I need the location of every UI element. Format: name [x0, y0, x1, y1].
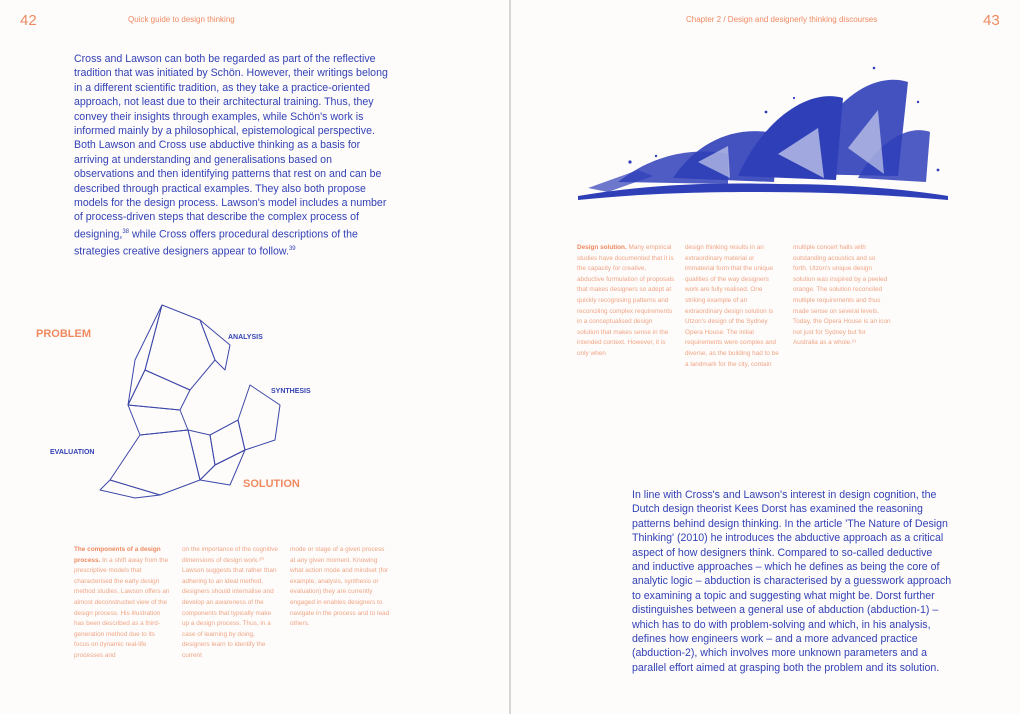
running-head: Chapter 2 / Design and designerly thinking discourses [686, 15, 878, 24]
page-number: 43 [983, 12, 1000, 29]
synthesis-label: SYNTHESIS [271, 388, 311, 395]
caption-column-1: The components of a design process. In a shift away from the prescriptive models that characterised the early design method studies, Lawson offers an almost deconstructed view of the design process. His illustration has been described as a third-generation method due to its focus on dynamic real-life processes and [74, 546, 170, 659]
body-paragraph: In line with Cross's and Lawson's interest in design cognition, the Dutch design theorist Kees Dorst has examined the reasoning patterns behind design thinking. In the article 'The Nature of Design Thinking' (2010) he introduces the abductive approach as a critical aspect of how designers think. Compared to so-called deductive and inductive approaches – which he defines as being the core of analytic logic – abduction is characterised by a guesswork approach to examining a topic and suggesting what might be. Dorst further distinguishes between a general use of abduction (abduction-1) – which has to do with problem-solving and which, in his analysis, defines how engineers work – and a more advanced practice (abduction-2), which involves more unknown parameters and a parallel effort aimed at grasping both the problem and its solution. [632, 489, 952, 674]
caption-column-2: on the importance of the cognitive dimensions of design work.²⁰ Lawson suggests that rather than adhering to an ideal method, designers should internalise and develop an awareness of the components that typically make up a design process. Thus, in a case of learning by doing, designers learn to identify the current [182, 546, 278, 659]
page-number: 42 [20, 12, 37, 29]
evaluation-label: EVALUATION [50, 449, 95, 456]
sydney-opera-house-illustration [578, 58, 948, 206]
caption-column-3: mode or stage of a given process at any given moment. Knowing what action mode and mindset (for example, analysis, synthesis or evaluation) they are currently engaged in enables designers to navigate in the process and to lead others. [290, 546, 390, 628]
body-paragraph: Cross and Lawson can both be regarded as part of the reflective tradition that was initiated by Schön. However, their writings belong in a different scientific tradition, as they take a practice-oriented approach, not least due to their architectural training. Thus, they convey their insights through examples, while Schön's work is informed mainly by a philosophical, epistemological perspective. Both Lawson and Cross use abductive thinking as a basis for arriving at understanding and generalisations based on observations and then identifying patterns that rest on and can be described through practical examples. They also both propose models for the design process. Lawson's model includes a number of process-driven steps that describe the complex process of designing,$^{38}$ while Cross offers procedural descriptions of the strategies creative designers appear to follow.$^{39}$ [74, 53, 388, 258]
running-head: Quick guide to design thinking [128, 15, 235, 24]
analysis-label: ANALYSIS [228, 334, 263, 341]
problem-label: PROBLEM [36, 328, 91, 340]
caption-column-1: Design solution. Many empirical studies have documented that it is the capacity for creative, abductive formulation of proposals that makes designers so adept at quickly recognising patterns and reconciling complex requirements in a conceptualised design solution that makes sense in the intended context. However, it is only when [577, 244, 675, 357]
caption-column-3: multiple concert halls with outstanding acoustics and so forth. Utzon's unique design solution was inspired by a peeled orange. The solution reconciled multiple requirements and thus made sense on several levels. Today, the Opera House is an icon not just for Sydney but for Australia as a whole.²¹ [793, 244, 891, 347]
caption-column-2: design thinking results in an extraordinary material or immaterial form that the unique qualities of the way designers work are fully realised. One striking example of an extraordinary design solution is Utzon's design of the Sydney Opera House. The initial requirements were complex and diverse, as the building had to be a landmark for the city, contain [685, 244, 779, 368]
solution-label: SOLUTION [243, 478, 300, 490]
